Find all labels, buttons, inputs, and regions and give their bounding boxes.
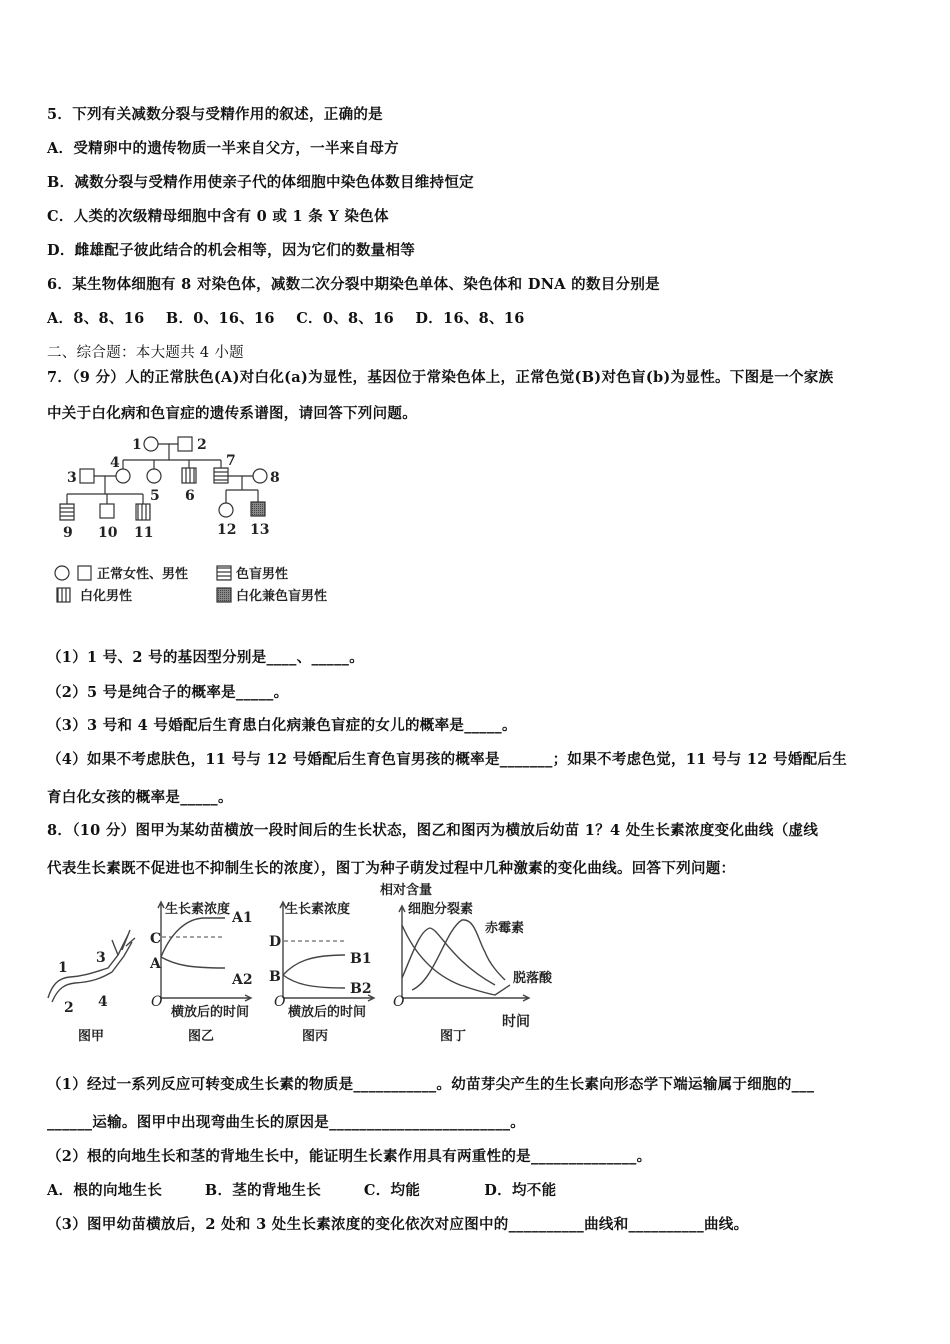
individual-4 [116,469,130,483]
individual-11 [136,504,150,520]
caption-bing: 图丙 [302,1029,329,1044]
q7-part-4b: 育白化女孩的概率是_____。 [47,789,233,806]
figure-bing [269,901,374,1044]
legend-albino: 白化男性 [80,589,133,604]
label-6: 6 [185,488,195,504]
label-10: 10 [98,525,118,541]
q7-part-1: （1）1 号、2 号的基因型分别是____、_____。 [47,649,365,666]
legend-male-symbol [78,566,91,580]
point-2: 2 [64,1000,74,1016]
q7-part-4a: （4）如果不考虑肤色，11 号与 12 号婚配后生育色盲男孩的概率是_______；如果不考虑色觉，11 号与 12 号婚配后生 [47,751,848,768]
legend-both: 白化兼色盲男性 [236,589,328,604]
point-4: 4 [98,994,108,1010]
individual-2 [178,437,192,451]
ding-xlabel: 时间 [502,1014,530,1030]
q8-part-3: （3）图甲幼苗横放后，2 处和 3 处生长素浓度的变化依次对应图中的__________曲线和__________曲线。 [47,1216,749,1233]
label-7: 7 [226,453,236,469]
yi-label-c: C [150,931,162,947]
label-11: 11 [134,525,154,541]
q5-option-d: D．雌雄配子彼此结合的机会相等，因为它们的数量相等 [47,242,416,259]
curve-b1 [283,955,345,975]
q5-stem: 5．下列有关减数分裂与受精作用的叙述，正确的是 [47,106,383,123]
individual-5 [147,469,161,483]
individual-7 [214,468,228,483]
individual-12 [219,503,233,517]
individual-6 [182,468,196,483]
ding-label-gibberellin: 赤霉素 [485,921,525,936]
bing-label-b2: B2 [350,981,372,997]
point-1: 1 [58,960,68,976]
bing-xlabel: 横放后的时间 [288,1005,367,1020]
caption-ding: 图丁 [440,1029,467,1044]
label-12: 12 [217,522,237,538]
q8-stem-2: 代表生长素既不促进也不抑制生长的浓度），图丁为种子萌发过程中几种激素的变化曲线。回答下列问题： [47,860,736,877]
q8-figures [40,880,720,1050]
yi-origin: O [151,994,163,1010]
ding-label-aba: 脱落酸 [513,971,553,986]
q5-option-b: B．减数分裂与受精作用使亲子代的体细胞中染色体数目维持恒定 [47,174,474,191]
point-3: 3 [96,950,106,966]
q8-part-1b: ______运输。图甲中出现弯曲生长的原因是________________________。 [47,1114,526,1131]
yi-label-a2: A2 [232,972,253,988]
section-heading: 二、综合题：本大题共 4 小题 [47,345,244,361]
q8-stem-1: 8．（10 分）图甲为某幼苗横放一段时间后的生长状态，图乙和图丙为横放后幼苗 1？4 处生长素浓度变化曲线（虚线 [47,822,819,839]
yi-ylabel: 生长素浓度 [165,902,231,917]
bing-origin: O [274,994,286,1010]
individual-9 [60,504,74,520]
legend-albino-symbol [57,588,70,602]
label-2: 2 [197,437,207,453]
bing-label-b: B [269,969,281,985]
yi-label-a: A [150,956,161,972]
q6-stem: 6．某生物体细胞有 8 对染色体，减数二次分裂中期染色单体、染色体和 DNA 的数目分别是 [47,276,660,293]
label-13: 13 [250,522,270,538]
label-5: 5 [150,488,160,504]
individual-3 [80,469,94,483]
figure-ding [380,882,553,1044]
label-1: 1 [132,437,142,453]
legend-female-symbol [55,566,69,580]
individual-10 [100,504,114,518]
yi-label-a1: A1 [232,910,253,926]
q5-option-a: A．受精卵中的遗传物质一半来自父方，一半来自母方 [47,140,399,157]
q7-part-3: （3）3 号和 4 号婚配后生育患白化病兼色盲症的女儿的概率是_____。 [47,717,517,734]
q7-stem-1: 7．（9 分）人的正常肤色(A)对白化(a)为显性，基因位于常染色体上，正常色觉(B)对色盲(b)为显性。下图是一个家族 [47,369,834,386]
q7-part-2: （2）5 号是纯合子的概率是_____。 [47,684,289,701]
curve-a2 [161,957,225,968]
q8-part-2: （2）根的向地生长和茎的背地生长中，能证明生长素作用具有两重性的是______________。 [47,1148,652,1165]
pedigree-chart [40,430,360,610]
yi-xlabel: 横放后的时间 [171,1005,250,1020]
individual-13 [251,502,265,516]
bing-label-b1: B1 [350,951,372,967]
caption-yi: 图乙 [188,1029,215,1044]
legend-colorblind: 色盲男性 [236,567,289,582]
q8-part-1a: （1）经过一系列反应可转变成生长素的物质是___________。幼苗芽尖产生的生长素向形态学下端运输属于细胞的___ [47,1076,815,1093]
legend-colorblind-symbol [217,566,231,580]
bing-ylabel: 生长素浓度 [285,902,351,917]
ding-origin: O [393,994,405,1010]
q7-stem-2: 中关于白化病和色盲症的遗传系谱图，请回答下列问题。 [47,405,417,422]
individual-8 [253,469,267,483]
ding-label-cytokinin: 细胞分裂素 [408,902,474,917]
figure-yi [149,901,253,1044]
bing-label-d: D [269,934,282,950]
caption-jia: 图甲 [78,1029,105,1044]
label-4: 4 [110,455,120,471]
q5-option-c: C．人类的次级精母细胞中含有 0 或 1 条 Y 染色体 [47,208,389,225]
legend-normal: 正常女性、男性 [97,567,189,582]
ding-ylabel: 相对含量 [380,883,433,898]
curve-b2 [283,975,345,988]
q8-part-2-options: A．根的向地生长 B．茎的背地生长 C．均能 D．均不能 [47,1182,557,1199]
label-9: 9 [63,525,73,541]
label-8: 8 [270,470,280,486]
individual-1 [144,437,158,451]
q6-options: A．8、8、16 B．0、16、16 C．0、8、16 D．16、8、16 [47,310,525,327]
legend-both-symbol [217,588,231,602]
label-3: 3 [67,470,77,486]
